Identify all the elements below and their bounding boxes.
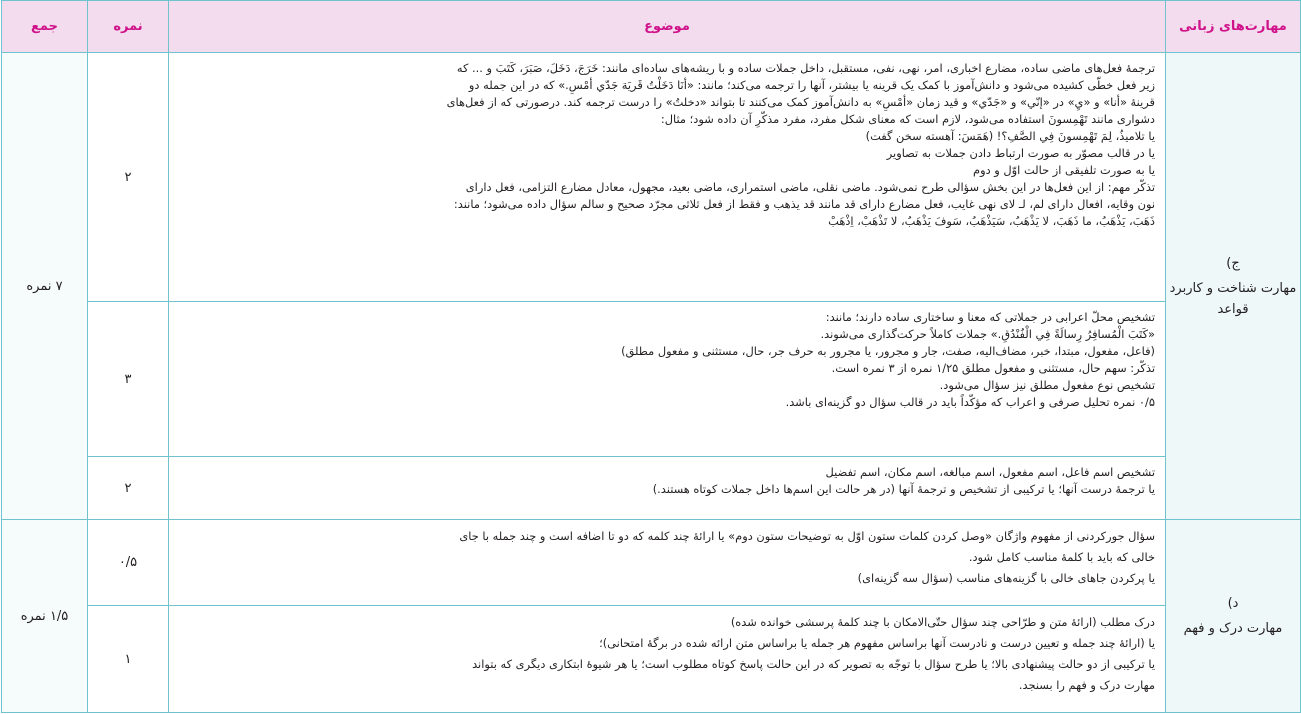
score-cell: ۲ bbox=[88, 53, 169, 302]
topic-line: ترجمهٔ فعل‌های ماضی ساده، مضارع اخباری، امر، نهی، نفی، مستقبل، داخل جملات ساده و با ریشه‌های ساده‌ای مانند: خَرَجَ، دَخَلَ، صَبَرَ، کَتَبَ و ... که bbox=[456, 61, 1155, 75]
total-cell-grammar: ۷ نمره bbox=[2, 53, 88, 520]
topic-line: نون وقایه، افعال دارای لم، لـ لای نهی غایب، فعل مضارع دارای قد مانند قد یذهب و فقط از فعل ثلاثی مجرّد صحیح و سالم سؤال داده می‌شود؛ مانند: bbox=[453, 197, 1155, 211]
topic-line: دشواری مانند تَهْمِسونَ استفاده می‌شود، لازم است که معنای شکل مفرد، مفرد مذکّرِ آن داده شود؛ مثال: bbox=[660, 112, 1155, 126]
score-cell: ۳ bbox=[88, 302, 169, 457]
topic-line: یا (ارائهٔ چند جمله و تعیین درست و نادرست آنها براساس مفهوم هر جمله یا براساس متن ارائه شده در برگهٔ امتحانی)؛ bbox=[599, 636, 1155, 650]
score-cell: ۰/۵ bbox=[88, 520, 169, 606]
topic-line: سؤال جورکردنی از مفهوم واژگان «وصل کردن کلمات ستون اوّل به توضیحات ستون دوم» یا ارائهٔ چند کلمه که دو تا اضافه است و چند جمله با جای bbox=[459, 529, 1155, 543]
skill-cell-comprehension bbox=[1166, 520, 1301, 713]
header-score: نمره bbox=[88, 1, 169, 53]
table-row bbox=[2, 53, 1301, 302]
topic-line: خالی که باید با کلمهٔ مناسب کامل شود. bbox=[968, 550, 1155, 564]
header-row bbox=[2, 1, 1301, 53]
topic-line: قرینهٔ «أنا» و «يِ» در «إنّي» و «جَدّي» و قید زمان «أمْسِ» به دانش‌آموز کمک می‌کنند تا بتواند «دخلتُ» را درست ترجمه کند. درصورتی که از فعل‌های bbox=[446, 95, 1155, 109]
topic-line: (فاعل، مفعول، مبتدا، خبر، مضاف‌الیه، صفت، جار و مجرور، یا مجرور به حرف جر، حال، مستثنی و مفعول مطلق) bbox=[621, 344, 1155, 358]
topic-line: یا ترجمهٔ درست آنها؛ یا ترکیبی از تشخیص و ترجمهٔ آنها (در هر حالت این اسم‌ها داخل جملات کوتاه هستند.) bbox=[652, 482, 1155, 496]
topic-line: درک مطلب (ارائهٔ متن و طرّاحی چند سؤال حتّی‌الامکان با چند کلمهٔ پرسشی خوانده شده) bbox=[730, 615, 1155, 629]
table-row bbox=[2, 457, 1301, 520]
skill-letter: د) bbox=[1227, 596, 1239, 611]
topic-line: یا تلامیذُ، لِمَ تَهْمِسونَ فِي الصَّفِ؟! (هَمَسَ: آهسته سخن گفت) bbox=[865, 129, 1155, 143]
table-row bbox=[2, 520, 1301, 606]
topic-line: مهارت درک و فهم را بسنجد. bbox=[1018, 678, 1155, 692]
skill-name: مهارت شناخت و کاربرد قواعد bbox=[1169, 280, 1297, 317]
topic-cell bbox=[169, 457, 1166, 520]
grading-table bbox=[1, 0, 1301, 713]
topic-cell bbox=[169, 520, 1166, 606]
topic-cell bbox=[169, 302, 1166, 457]
topic-line: تشخیص نوع مفعول مطلق نیز سؤال می‌شود. bbox=[939, 378, 1155, 392]
topic-line: یا در قالب مصوّر به صورت ارتباط دادن جملات به تصاویر bbox=[886, 146, 1155, 160]
score-cell: ۲ bbox=[88, 457, 169, 520]
topic-line: تشخیص محلّ اعرابی در جملاتی که معنا و ساختاری ساده دارند؛ مانند: bbox=[825, 310, 1155, 324]
total-cell-comprehension: ۱/۵ نمره bbox=[2, 520, 88, 713]
topic-line: تذکّر مهم: از این فعل‌ها در این بخش سؤالی طرح نمی‌شود. ماضی نقلی، ماضی استمراری، ماضی بعید، مجهول، معادل مضارع التزامی، فعل دارای bbox=[465, 180, 1155, 194]
topic-line: «كَتَبَ الْمُسافِرُ رِسالَةً فِي الْفُنْدُقِ.» جملات کاملاً حرکت‌گذاری می‌شوند. bbox=[820, 327, 1155, 341]
header-skills: مهارت‌های زبانی bbox=[1166, 1, 1301, 53]
skill-name: مهارت درک و فهم bbox=[1183, 621, 1283, 636]
topic-line: یا ترکیبی از دو حالت پیشنهادی بالا؛ یا طرح سؤال با توجّه به تصویر که در این حالت پاسخ کوتاه مطلوب است؛ یا هر شیوهٔ ابتکاری دیگری که بتواند bbox=[472, 657, 1155, 671]
score-cell: ۱ bbox=[88, 606, 169, 713]
topic-line: یا پرکردن جاهای خالی با گزینه‌های مناسب (سؤال سه گزینه‌ای) bbox=[857, 571, 1155, 585]
skill-cell-grammar bbox=[1166, 53, 1301, 520]
topic-cell bbox=[169, 53, 1166, 302]
skill-letter: ج) bbox=[1226, 255, 1240, 271]
topic-line: تشخیص اسم فاعل، اسم مفعول، اسم مبالغه، اسم مکان، اسم تفضیل bbox=[825, 465, 1155, 479]
topic-cell bbox=[169, 606, 1166, 713]
table-row bbox=[2, 302, 1301, 457]
topic-line: ذَهَبَ، يَذْهَبُ، ما ذَهَبَ، لا يَذْهَبُ، سَيَذْهَبُ، سَوفَ يَذْهَبُ، لا تَذْهَبْ، اِذْهَبْ bbox=[828, 214, 1155, 228]
topic-line: تذکّر: سهم حال، مستثنی و مفعول مطلق ۱/۲۵ نمره از ۳ نمره است. bbox=[831, 361, 1155, 375]
table-row bbox=[2, 606, 1301, 713]
header-total: جمع bbox=[2, 1, 88, 53]
header-topic: موضوع bbox=[169, 1, 1166, 53]
topic-line: ۰/۵ نمره تحلیل صرفی و اعراب که مؤکّداً باید در قالب سؤال دو گزینه‌ای باشد. bbox=[785, 395, 1155, 409]
topic-line: یا به صورت تلفیقی از حالت اوّل و دوم bbox=[973, 163, 1155, 177]
topic-line: زیر فعل خطّی کشیده می‌شود و دانش‌آموز با کمک یک قرینه یا بیشتر، آنها را ترجمه می‌کند؛ مانند: «أنَا دَخَلْتُ قَريَة جَدّي أمْسِ.» که در این جمله دو bbox=[468, 78, 1155, 92]
